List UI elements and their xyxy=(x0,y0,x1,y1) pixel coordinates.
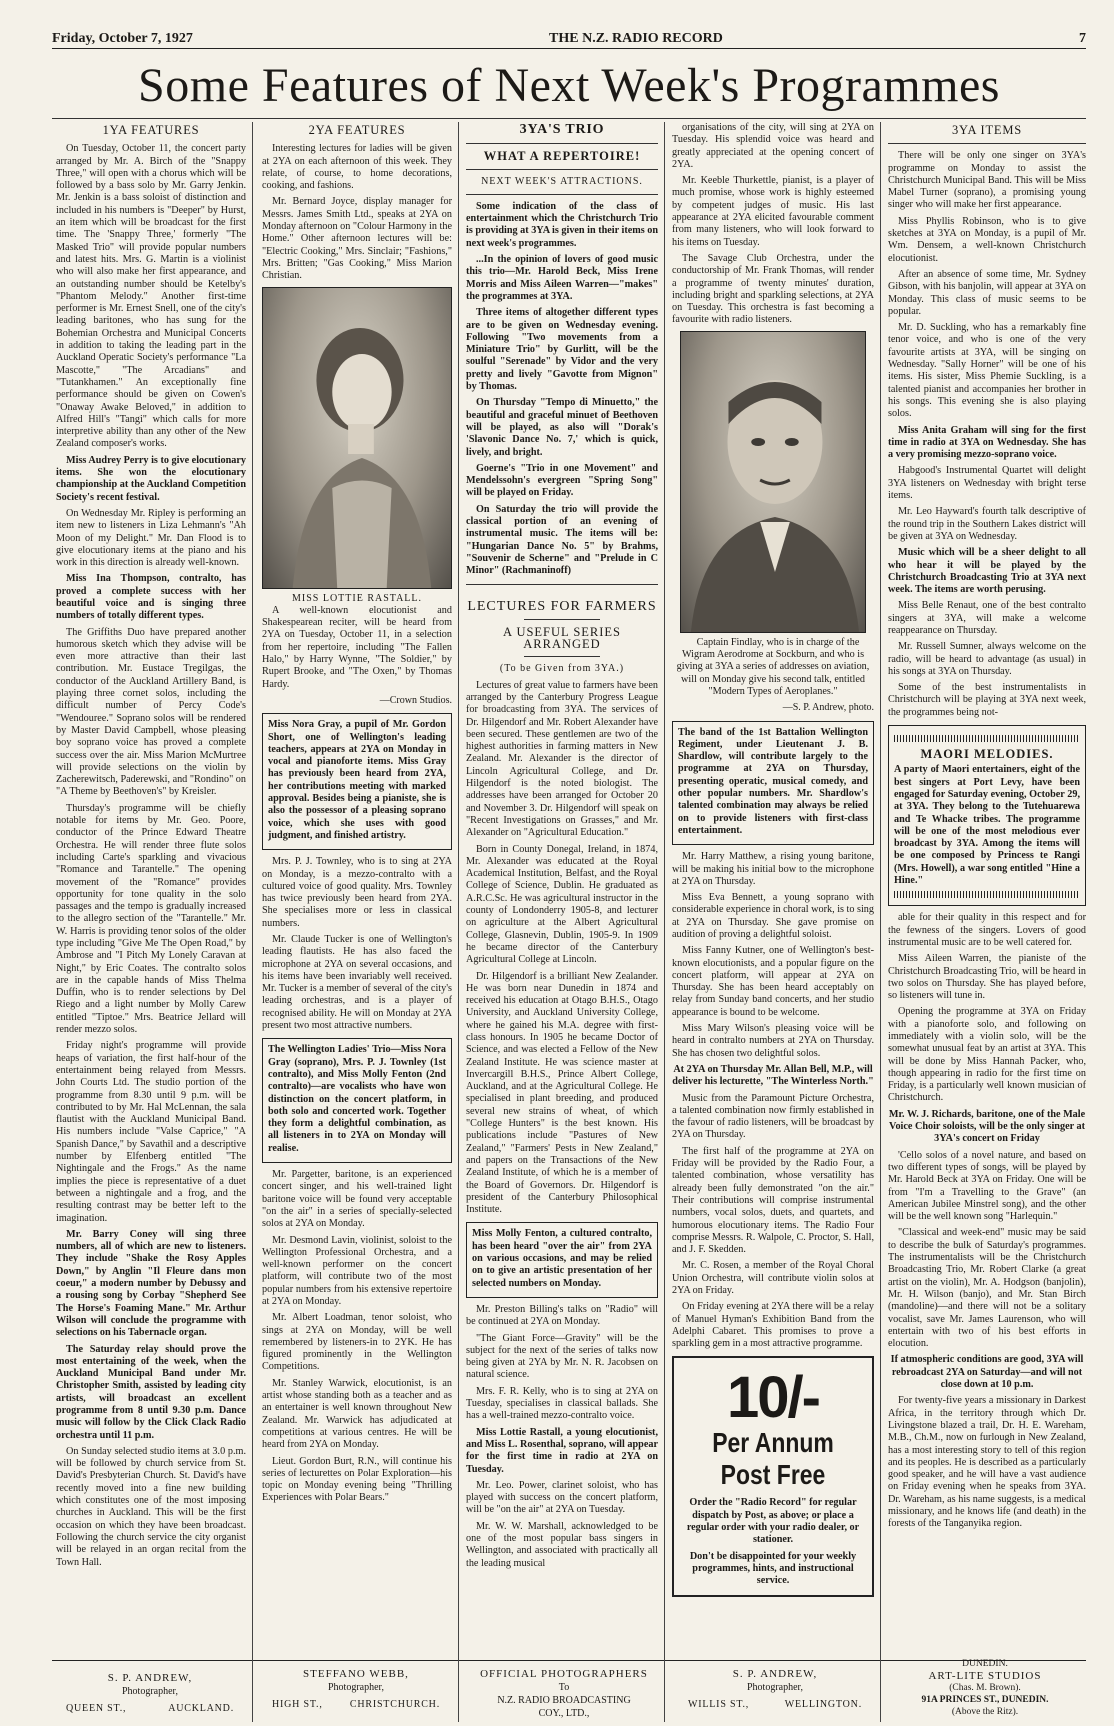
article-paragraph: Mrs. P. J. Townley, who is to sing at 2YA on Monday, is a mezzo-contralto with a cultured voice of good quality. Mrs. Townley has twice previously been heard from 2YA. She specialises more or less in classical numbers. xyxy=(262,856,452,929)
article-paragraph: Goerne's "Trio in one Movement" and Mendelssohn's evergreen "Spring Song" will be played on Friday. xyxy=(466,462,658,499)
article-paragraph: After an absence of some time, Mr. Sydney Gibson, with his banjolin, will appear at 3YA on Monday. This class of music seems to be popular. xyxy=(888,268,1086,317)
studio-street: 91A PRINCES ST., DUNEDIN. xyxy=(921,1695,1049,1705)
article-paragraph: Mr. Desmond Lavin, violinist, soloist to the Wellington Professional Orchestra, and a well-known performer on the concert platform, will contribute two of the most popular numbers from his extensive repertoire at 2YA on Monday. xyxy=(262,1234,452,1307)
portrait-photo xyxy=(680,331,866,633)
article-paragraph: Mrs. F. R. Kelly, who is to sing at 2YA on Tuesday, specialises in classical ballads. She has a well-trained mezzo-contralto voice. xyxy=(466,1385,658,1422)
studio-client: N.Z. RADIO BROADCASTING xyxy=(497,1695,631,1706)
article-paragraph: Friday night's programme will provide heaps of variation, the first half-hour of the entertainment being relayed from Messrs. John Courts Ltd. The studio portion of the programme from 8.30 until 9 p.m. will be contributed to by Mr. Hal McLennan, the sala flautist with the Auckland Municipal Band. His numbers include "Valse Caprice," "A Spanish Dance," by Savathil and a descriptive number by Elfenberg entitled "The Nightingale and the Frogs." As the name implies the piece is representative of a duet between a nightingale and a frog, and the resulting contrast may be better left to the imagination. xyxy=(56,1040,246,1224)
column-divider xyxy=(880,1660,881,1722)
article-paragraph: Miss Audrey Perry is to give elocutionary items. She won the elocutionary championship at the Auckland Competition Society's recent festival. xyxy=(56,454,246,503)
studio-name: S. P. ANDREW, xyxy=(107,1672,193,1684)
article-paragraph: Miss Fanny Kutner, one of Wellington's best-known elocutionists, and a popular figure on the concert platform, will appear at 2YA on Thursday. She has been heard acceptably on relay from Sunday band concerts, and her studio appearance is bound to be welcome. xyxy=(672,945,874,1018)
article-paragraph: Mr. Russell Sumner, always welcome on the radio, will be heard to advantage (as usual) in his songs at 3YA on Thursday. xyxy=(888,641,1086,677)
article-paragraph: If atmospheric conditions are good, 3YA will rebroadcast 2YA on Saturday—and will not close down at 10 p.m. xyxy=(890,1354,1084,1391)
ad-text: Order the "Radio Record" for regular dispatch by Post, as above; or place a regular order with your radio dealer, or stationer. xyxy=(686,1497,860,1546)
studio-role: Photographer, xyxy=(328,1682,384,1693)
ad-text: Don't be disappointed for your weekly programmes, hints, and instructional service. xyxy=(689,1550,857,1587)
page-number: 7 xyxy=(1078,31,1086,46)
column-1ya xyxy=(56,122,246,1704)
divider xyxy=(466,143,658,144)
article-paragraph: able for their quality in this respect and for the fewness of the singers. Lovers of good instrumental music are to be well catered for. xyxy=(888,912,1086,948)
section-heading: MAORI MELODIES. xyxy=(920,747,1054,762)
paper-title: THE N.Z. RADIO RECORD xyxy=(549,31,723,46)
article-paragraph: Mr. D. Suckling, who has a remarkably fine tenor voice, and who is one of the very favourite artists at 3YA, will be singing on Wednesday. "Sally Horner" will be one of his items. His sister, Miss Phemie Suckling, is a talented pianist and accompanies her brother in his songs. This evening she is also playing solos. xyxy=(888,322,1086,420)
decorative-border xyxy=(894,735,1080,742)
photo-caption: Captain Findlay, who is in charge of the Wigram Aerodrome at Sockburn, and who is giving at 3YA a series of addresses on aviation, will on Monday give his second talk, entitled "Modern Types of Aeroplanes." xyxy=(676,636,870,697)
feature-box xyxy=(262,713,452,850)
ad-headline: Per Annum Post Free xyxy=(712,1427,834,1491)
article-paragraph: Lectures of great value to farmers have been arranged by the Canterbury Progress League for broadcasting from 3YA. The services of Dr. Hilgendorf and Mr. Robert Alexander have been secured. These gentlemen are two of the highest authorities in farming matters in New Zealand. Mr. Alexander is the director of Lincoln Agricultural College, and Dr. Hilgendorf is the noted biologist. The addresses have been arranged for October 20 and November 3. Dr. Hilgendorf will speak on "Recent Investigations on Grasses," and Mr. Alexander on "Agricultural Education." xyxy=(466,679,658,839)
issue-date: Friday, October 7, 1927 xyxy=(52,31,193,46)
divider xyxy=(466,169,658,170)
article-paragraph: Dr. Hilgendorf is a brilliant New Zealander. He was born near Dunedin in 1874 and received his education at Otago B.H.S., Otago University, and Auckland University College, where he gained his M.A. degree with first-class honours. In 1905 he became Doctor of Science, and was elected a Fellow of the New Zealand Institute. He was science master at Invercargill B.H.S., Prince Albert College, Auckland, and at the Agricultural College. He specialised in plant breeding, and produced several new strains of wheat, of which "College Hunters" is the best known. His publications include "Pastures of New Zealand," "Farmers' Pests in New Zealand," and papers on the Transactions of the New Zealand Institute, of which he is a member of the Board of Governors. Dr. Hilgendorf is president of the Canterbury Philosophical Institute. xyxy=(466,970,658,1216)
article-paragraph: "The Giant Force—Gravity" will be the subject for the next of the series of talks now being given at 2YA by Mr. N. R. Jacobsen on natural science. xyxy=(466,1332,658,1381)
box-text: Miss Molly Fenton, a cultured contralto, has been heard "over the air" from 2YA on various occasions, and may be relied on to give an artistic presentation of her selected numbers on Monday. xyxy=(472,1228,652,1289)
article-paragraph: Lieut. Gordon Burt, R.N., will continue his series of lecturettes on Polar Exploration—his topic on Monday evening being "Thrilling Experiences with Polar Bears." xyxy=(262,1455,452,1504)
footer-ad xyxy=(884,1658,1086,1718)
studio-role: Photographer, xyxy=(122,1686,178,1697)
article-paragraph: Mr. Preston Billing's talks on "Radio" will be continued at 2YA on Monday. xyxy=(466,1303,658,1328)
studio-city: DUNEDIN. xyxy=(962,1659,1008,1669)
article-paragraph: 'Cello solos of a novel nature, and based on two different types of songs, will be played by Mr. Harold Beck at 3YA on Friday. One will be from "I'm a Travelling to the Grave" (an American Jubilee Minstrel song), and the other will be the well known song "Harlequin." xyxy=(888,1149,1086,1223)
divider xyxy=(524,619,601,620)
footer-ad xyxy=(464,1664,664,1720)
article-paragraph: Some of the best instrumentalists in Christchurch will be playing at 3YA next week, the programmes being not- xyxy=(888,682,1086,718)
article-paragraph: The Griffiths Duo have prepared another humorous sketch which they advise will be even more attractive than their last contribution. Mr. Eustace Tregilgas, the conductor of the Auckland Artillery Band, is playing three cornet solos, including the difficult number of Percy Code's "Wendouree." Soprano solos will be rendered by Master David Campbell, whose pleasing boy soprano voice has proved a complete success over the air. Miss Marion McMurtree will provide selections on the violin by Zacherewitsch, Paderewski, and "Rondino" on "A Theme by Beethoven's" by Kreisler. xyxy=(56,626,246,798)
decorative-border xyxy=(894,891,1080,898)
article-paragraph: Interesting lectures for ladies will be given at 2YA on each afternoon of this week. They relate, of course, to home decorations, cooking, and fashions. xyxy=(262,143,452,192)
article-paragraph: Mr. Barry Coney will sing three numbers, all of which are new to listeners. They include "Shake the Rosy Apples Down," by Anglin "Il Fleure dans mon coeur," a modern number by Debussy and a rousing song by Corbay "Shepherd See The Horse's Foaming Mane." Mr. Arthur Wilson will conclude the programme with selections on his Tabernacle organ. xyxy=(56,1228,246,1339)
headline: Some Features of Next Week's Programmes xyxy=(138,59,1000,112)
article-paragraph: For twenty-five years a missionary in Darkest Africa, in the territory through which Dr. Livingstone blazed a trail, Dr. H. E. Wareham, M.B., Ch.M., now on furlough in New Zealand, has a most interesting story to tell of this region and its peoples. He is described as a particularly good speaker, and he will have a vast audience on Friday evening when he speaks from 3YA. Dr. Wareham, as his name suggests, is a medical missionary, and he knows life (and death) in the forests of the Tanganyika region. xyxy=(888,1395,1086,1530)
article-paragraph: Mr. Claude Tucker is one of Wellington's leading flautists. He has also faced the microphone at 2YA on several occasions, and his items have been invariably well received. Mr. Tucker is a member of several of the city's leading orchestras, and is a player of recognised ability. He will on Monday at 2YA present two most attractive numbers. xyxy=(262,933,452,1032)
sub-heading: WHAT A REPERTOIRE! xyxy=(483,149,641,164)
box-text: The band of the 1st Battalion Wellington Regiment, under Lieutenant J. B. Shardlow, will contribute largely to the programme at 2YA on Thursday, presenting operatic, musical comedy, and other popular numbers. Mr. Shardlow's talented combination may always be relied on to provide listeners with first-class entertainment. xyxy=(678,726,868,836)
box-text: The Wellington Ladies' Trio—Miss Nora Gray (soprano), Mrs. P. J. Townley (1st contralto), and Miss Molly Fenton (2nd contralto)—are vocalists who have won distinction on the concert platform, in both solo and concerted work. Together they form a delightful combination, as all listeners in to 2YA on Monday will realise. xyxy=(268,1044,446,1154)
article-paragraph: On Tuesday, October 11, the concert party arranged by Mr. A. Birch of the "Snappy Three," will open with a chorus which will be followed by a bass solo by Mr. Garry Jenkin. Mr. Jenkin is a bass soloist of distinction and included in his numbers is "Deeper" by Hurst, an item which will be broadcast for the first time. The 'Snappy Three,' formerly "The Masked Trio" will provide popular numbers and latest hits. Mrs. G. Martin is a violinist who will also make her first appearance, and an outstanding number should be Ketelby's "Phantom Melody." Another first-time performer is Mr. Ernest Snell, one of the city's leading baritones, who has sung for the Bohemian Orchestra and Municipal Concerts in addition to taking the leading part in the Auckland Operatic Society's performance "La Mascotte," "The Arcadians" and "Tutankhamen." An exceptionally fine performance should be given on Cowen's "Onaway Awake Beloved," in addition to Alfred Hill's "Tangi" which calls for more interpretive ability than any other of the New Zealand composer's works. xyxy=(56,143,246,450)
studio-note: (Above the Ritz). xyxy=(951,1707,1019,1717)
page-header xyxy=(52,30,1086,49)
column-divider xyxy=(252,122,253,1704)
studio-city: CHRISTCHURCH. xyxy=(349,1699,440,1710)
article-paragraph: Mr. Albert Loadman, tenor soloist, who sings at 2YA on Monday, will be well remembered by listeners-in to 2YK. He has figured prominently in the Wellington Competitions. xyxy=(262,1312,452,1373)
studio-city: WELLINGTON. xyxy=(784,1699,862,1710)
article-paragraph: Miss Eva Bennett, a young soprano with considerable experience in choral work, is to sing at 2YA on Thursday. She gave promise on audition of proving a delightful soloist. xyxy=(672,892,874,940)
studio-street: HIGH ST., xyxy=(272,1699,323,1710)
box-text: A party of Maori entertainers, eight of the best singers at Port Levy, have been engaged for Saturday evening, October 29, at 3YA. They belong to the Tutehuarewa and Te Whacke tribes. The programme will be one of the most melodious ever broadcast by 3YA. Among the items will be one composed by Princess te Rangi (Mrs. Howell), a war song entitled "Hine a Hine." xyxy=(894,764,1080,887)
feature-box xyxy=(888,725,1086,906)
column-divider xyxy=(880,122,881,1704)
article-paragraph: On Sunday selected studio items at 3.0 p.m. will be followed by church service from St. David's Presbyterian Church. St. David's have recently moved into a fine new building which constitutes one of the most imposing churches in Auckland. This will be the first occasion on which they have been broadcast. Following the church service the city organist will be relayed in an organ recital from the Town Hall. xyxy=(56,1445,246,1568)
article-paragraph: Thursday's programme will be chiefly notable for items by Mr. Geo. Poore, conductor of the Prince Edward Theatre Orchestra. He will render three flute solos including Carte's sparkling and vivacious "Romance and Tarantelle." The opening movement of the "Romance" provides opportunity for tone quality in the solo passages and the tempo is gradually increased to the allegro section of the "Tarantelle." Mr. W. Harris is providing tenor solos of the older type including "Give Me The Open Road," by Ambrose and "I Pitch My Lonely Caravan at Night," by Eric Coates. The contralto solos are in the capable hands of Miss Thelma Duffin, who is to render selections by Del Riego and a light number by Molly Carew entitled "Tiptoe." Mrs. Beatrice Jellard will render mezzo solos. xyxy=(56,802,246,1036)
article-paragraph: The Savage Club Orchestra, under the conductorship of Mr. Frank Thomas, will render a programme of twenty minutes' duration, including bright and sparkling selections, at 2YA on Tuesday. This orchestra is fast becoming a favourite with radio listeners. xyxy=(672,252,874,326)
article-paragraph: Miss Belle Renaut, one of the best contralto singers at 3YA, will make a welcome reappearance on Thursday. xyxy=(888,600,1086,636)
feature-box xyxy=(262,1038,452,1163)
sub-heading: A USEFUL SERIES ARRANGED xyxy=(502,624,622,652)
article-paragraph: At 2YA on Thursday Mr. Allan Bell, M.P., will deliver his lecturette, "The Winterless North." xyxy=(672,1063,874,1088)
article-paragraph: Mr. Stanley Warwick, elocutionist, is an artist whose standing both as a teacher and as an entertainer is well known throughout New Zealand. Mr. Warwick has adjudicated at competitions at various centres. He will be heard from 2YA on Monday. xyxy=(262,1377,452,1451)
article-paragraph: Music from the Paramount Picture Orchestra, a talented combination now firmly established in the favour of radio listeners, will be broadcast by 2YA on Thursday. xyxy=(672,1092,874,1141)
column-3ya-trio xyxy=(466,122,658,1704)
article-paragraph: Mr. Bernard Joyce, display manager for Messrs. James Smith Ltd., speaks at 2YA on Monday afternoon on "Colour Harmony in the Home." Other afternoon lectures will be: "Electric Cooking," Mrs. Sinclair; "Fashions," Mrs. Britten; "Gas Cooking," Miss Marion Christian. xyxy=(262,196,452,282)
article-paragraph: On Thursday "Tempo di Minuetto," the beautiful and graceful minuet of Beethoven will be played, as also will "Dorak's 'Slavonic Dance No. 7,' which is quick, lively, and bright. xyxy=(466,397,658,458)
article-paragraph: Opening the programme at 3YA on Friday with a pianoforte solo, and following on immediately with a violin solo, will be the somewhat unusual feat by an artist at 3YA. This will be done by Miss Hannah Packer, who, though appearing in radio for the first time on Friday, is a particularly well known musician of Christchurch. xyxy=(888,1006,1086,1104)
portrait-photo xyxy=(262,287,452,589)
sub-heading: NEXT WEEK'S ATTRACTIONS. xyxy=(481,175,643,187)
section-heading: LECTURES FOR FARMERS xyxy=(467,598,657,614)
footer-ad xyxy=(258,1664,454,1711)
article-paragraph: Mr. Leo. Power, clarinet soloist, who has played with success on the concert platform, will be "on the air" at 2YA on Tuesday. xyxy=(466,1479,658,1516)
studio-city: AUCKLAND. xyxy=(168,1703,234,1714)
article-paragraph: The first half of the programme at 2YA on Friday will be provided by the Radio Four, a talented combination, whose versatility has already been fully demonstrated "on the air." Their contributions will comprise instrumental numbers, vocal solos, duets, and quartets, and humorous elocutionary items. The Radio Four comprise Messrs. R. Walpole, C. Proctor, S. Hall, and J. F. Skedden. xyxy=(672,1145,874,1256)
box-text: Miss Nora Gray, a pupil of Mr. Gordon Short, one of Wellington's leading teachers, appears at 2YA on Monday in vocal and pianoforte items. Miss Gray has previously been heard from 2YA, her contributions meeting with marked approval. Besides being a pianiste, she is also the possessor of a pleasing soprano voice, which she uses with good judgment, and finished artistry. xyxy=(268,719,446,841)
article-paragraph: Born in County Donegal, Ireland, in 1874, Mr. Alexander was educated at the Royal Academical Institution, Belfast, and the Royal College of Science, Dublin. He graduated as A.R.C.Sc. He was agricultural instructor in the county of Londonderry 1905-8, and lecturer on agriculture at the Albert Agricultural College, Glasnevin, Dublin, 1905-9. In 1909 he became director of the Canterbury Agricultural College at Lincoln. xyxy=(466,843,658,966)
article-paragraph: Music which will be a sheer delight to all who hear it will be played by the Christchurch Broadcasting Trio at 3YA next week. The items are worth perusing. xyxy=(888,547,1086,596)
article-paragraph: Miss Phyllis Robinson, who is to give sketches at 3YA on Monday, is a pupil of Mr. Wm. Densem, a well-known Christchurch elocutionist. xyxy=(888,215,1086,264)
studio-street: WILLIS ST., xyxy=(688,1699,750,1710)
ad-price: 10/- xyxy=(727,1365,819,1431)
headline-rule xyxy=(52,118,1086,119)
article-paragraph: Mr. W. W. Marshall, acknowledged to be one of the most popular bass singers in Wellington, and associated with practically all the leading musical xyxy=(466,1520,658,1569)
article-paragraph: "Classical and week-end" music may be said to describe the bulk of Saturday's programmes. The instrumentalists will be the Christchurch Broadcasting Trio, Mr. Robert Clarke (a great artist on the violin), Mr. A. Hodgson (banjolin), Mr. H. Wilson (banjo), and Mr. Stan Birch (mandoline)—and there will not be a solitary vocalist, save Mr. James Laurenson, who will entertain with two of his best efforts in elocution. xyxy=(888,1227,1086,1350)
column-heading: 3YA'S TRIO xyxy=(519,122,605,137)
portrait-illustration xyxy=(681,332,865,632)
article-paragraph: Mr. Keeble Thurkettle, pianist, is a player of much promise, whose work is highly esteemed by competent judges of music. His last appearance at 2YA elicited favourable comment from many listeners, who will look forward to his items on Tuesday. xyxy=(672,175,874,248)
article-paragraph: The Saturday relay should prove the most entertaining of the week, when the Auckland Municipal Band under Mr. Christopher Smith, assisted by leading city artists, will broadcast an excellent programme from 8 until 9.30 p.m. Dance music will follow by the Click Clack Radio orchestra until 11 p.m. xyxy=(56,1343,246,1441)
column-divider xyxy=(664,1660,665,1722)
studio-role: Photographer, xyxy=(747,1682,803,1693)
article-paragraph: On Friday evening at 2YA there will be a relay of Manuel Hyman's Exhibition Band from the Adelphi Cabaret. This promises to prove a sparkling gem in a most attractive programme. xyxy=(672,1301,874,1350)
studio-name: OFFICIAL PHOTOGRAPHERS xyxy=(480,1668,648,1680)
article-paragraph: Miss Aileen Warren, the pianiste of the Christchurch Broadcasting Trio, will be heard in two solos on Thursday. She has played before, so listeners will tune in. xyxy=(888,953,1086,1002)
article-paragraph: There will be only one singer on 3YA's programme on Monday to assist the Christchurch Municipal Band. This will be Miss Mabel Turner (soprano), a promising young singer who will make her first appearance. xyxy=(888,150,1086,211)
column-heading: 1YA FEATURES xyxy=(102,123,200,137)
column-2ya-continued xyxy=(672,122,874,1704)
article-paragraph: Miss Lottie Rastall, a young elocutionist, and Miss L. Rosenthal, soprano, will appear for the first time in radio at 2YA on Tuesday. xyxy=(466,1426,658,1475)
studio-client: COY., LTD., xyxy=(538,1708,590,1719)
article-paragraph: Miss Ina Thompson, contralto, has proved a complete success with her beautiful voice and is singing three numbers of totally different types. xyxy=(56,573,246,622)
column-divider xyxy=(252,1660,253,1722)
studio-role: To xyxy=(558,1682,570,1693)
article-paragraph: ...In the opinion of lovers of good music this trio—Mr. Harold Beck, Miss Irene Morris and Miss Aileen Warren—"makes" the programmes at 3YA. xyxy=(466,254,658,302)
studio-name: S. P. ANDREW, xyxy=(732,1668,818,1680)
photo-credit: —S. P. Andrew, photo. xyxy=(782,702,874,714)
article-paragraph: Mr. Pargetter, baritone, is an experienced concert singer, and his well-trained light baritone voice will be found very acceptable "on the air" in a series of specially-selected solos at 2YA on Monday. xyxy=(262,1169,452,1230)
photo-credit: —Crown Studios. xyxy=(379,694,452,706)
column-divider xyxy=(664,122,665,1704)
divider xyxy=(888,143,1086,144)
sub-heading: (To be Given from 3YA.) xyxy=(499,663,625,675)
studio-name: ART-LITE STUDIOS xyxy=(928,1670,1042,1682)
studio-street: QUEEN ST., xyxy=(66,1703,127,1714)
article-paragraph: Mr. Harry Matthew, a rising young baritone, will be making his initial bow to the microphone at 2YA on Thursday. xyxy=(672,851,874,887)
article-paragraph: On Wednesday Mr. Ripley is performing an item new to listeners in Liza Lehmann's "Ah Moon of my Delight." Mr. Dan Flood is to give elocutionary items at the piano and his work in this direction is already well-known. xyxy=(56,507,246,569)
column-heading: 3YA ITEMS xyxy=(951,123,1023,137)
divider xyxy=(524,656,601,657)
portrait-illustration xyxy=(263,288,451,588)
footer-ad xyxy=(52,1664,248,1715)
footer-ads xyxy=(52,1659,1086,1722)
column-divider xyxy=(458,122,459,1704)
feature-box xyxy=(466,1222,658,1297)
column-2ya xyxy=(262,122,452,1704)
article-paragraph: Miss Mary Wilson's pleasing voice will be heard in contralto numbers at 2YA on Thursday. She has chosen two delightful solos. xyxy=(672,1023,874,1059)
article-paragraph: Miss Anita Graham will sing for the first time in radio at 3YA on Wednesday. She has a very promising mezzo-soprano voice. xyxy=(888,424,1086,461)
photo-caption: A well-known elocutionist and Shakespearean reciter, will be heard from 2YA on Tuesday, October 11, in a selection from her repertoire, including "The Fallen Halo," by Harry Wynne, "The Soldier," by Rupert Brooke, and "The Oxen," by Thomas Hardy. xyxy=(262,604,452,690)
divider xyxy=(466,194,658,195)
article-paragraph: On Saturday the trio will provide the classical portion of an evening of instrumental music. The items will be: "Hungarian Dance No. 5" by Brahms, "Souvenir de Scherne" and "Prelude in C Minor" (Rachmaninoff) xyxy=(466,503,658,577)
subscription-ad xyxy=(672,1356,874,1596)
article-paragraph: Habgood's Instrumental Quartet will delight 3YA listeners on Wednesday with bright terse items. xyxy=(888,465,1086,502)
article-paragraph: Mr. C. Rosen, a member of the Royal Choral Union Orchestra, will contribute violin solos at 2YA on Friday. xyxy=(672,1260,874,1296)
article-paragraph: Three items of altogether different types are to be given on Wednesday evening. Following "Two movements from a Miniature Trio" by Gurlitt, will be the soulful "Serenade" by Vidor and the very pretty and lively "Gavotte from Mignon" by Thomas. xyxy=(466,307,658,393)
article-paragraph: Some indication of the class of entertainment which the Christchurch Trio is providing at 3YA is given in their items on next week's programmes. xyxy=(466,200,658,249)
studio-name: STEFFANO WEBB, xyxy=(303,1668,409,1680)
studio-role: (Chas. M. Brown). xyxy=(949,1683,1021,1693)
column-heading: 2YA FEATURES xyxy=(308,123,406,137)
article-paragraph: Mr. Leo Hayward's fourth talk descriptive of the round trip in the Southern Lakes district will be given at 3YA on Wednesday. xyxy=(888,506,1086,542)
column-divider xyxy=(458,1660,459,1722)
footer-ad xyxy=(674,1664,876,1711)
feature-box xyxy=(672,721,874,846)
article-paragraph: organisations of the city, will sing at 2YA on Tuesday. His splendid voice was heard and greatly appreciated at the opening concert of 2YA. xyxy=(672,122,874,170)
divider xyxy=(466,584,658,585)
column-3ya-items xyxy=(888,122,1086,1704)
article-paragraph: Mr. W. J. Richards, baritone, one of the Male Voice Choir soloists, will be the only singer at 3YA's concert on Friday xyxy=(888,1108,1086,1145)
photo-title: MISS LOTTIE RASTALL. xyxy=(291,592,423,604)
